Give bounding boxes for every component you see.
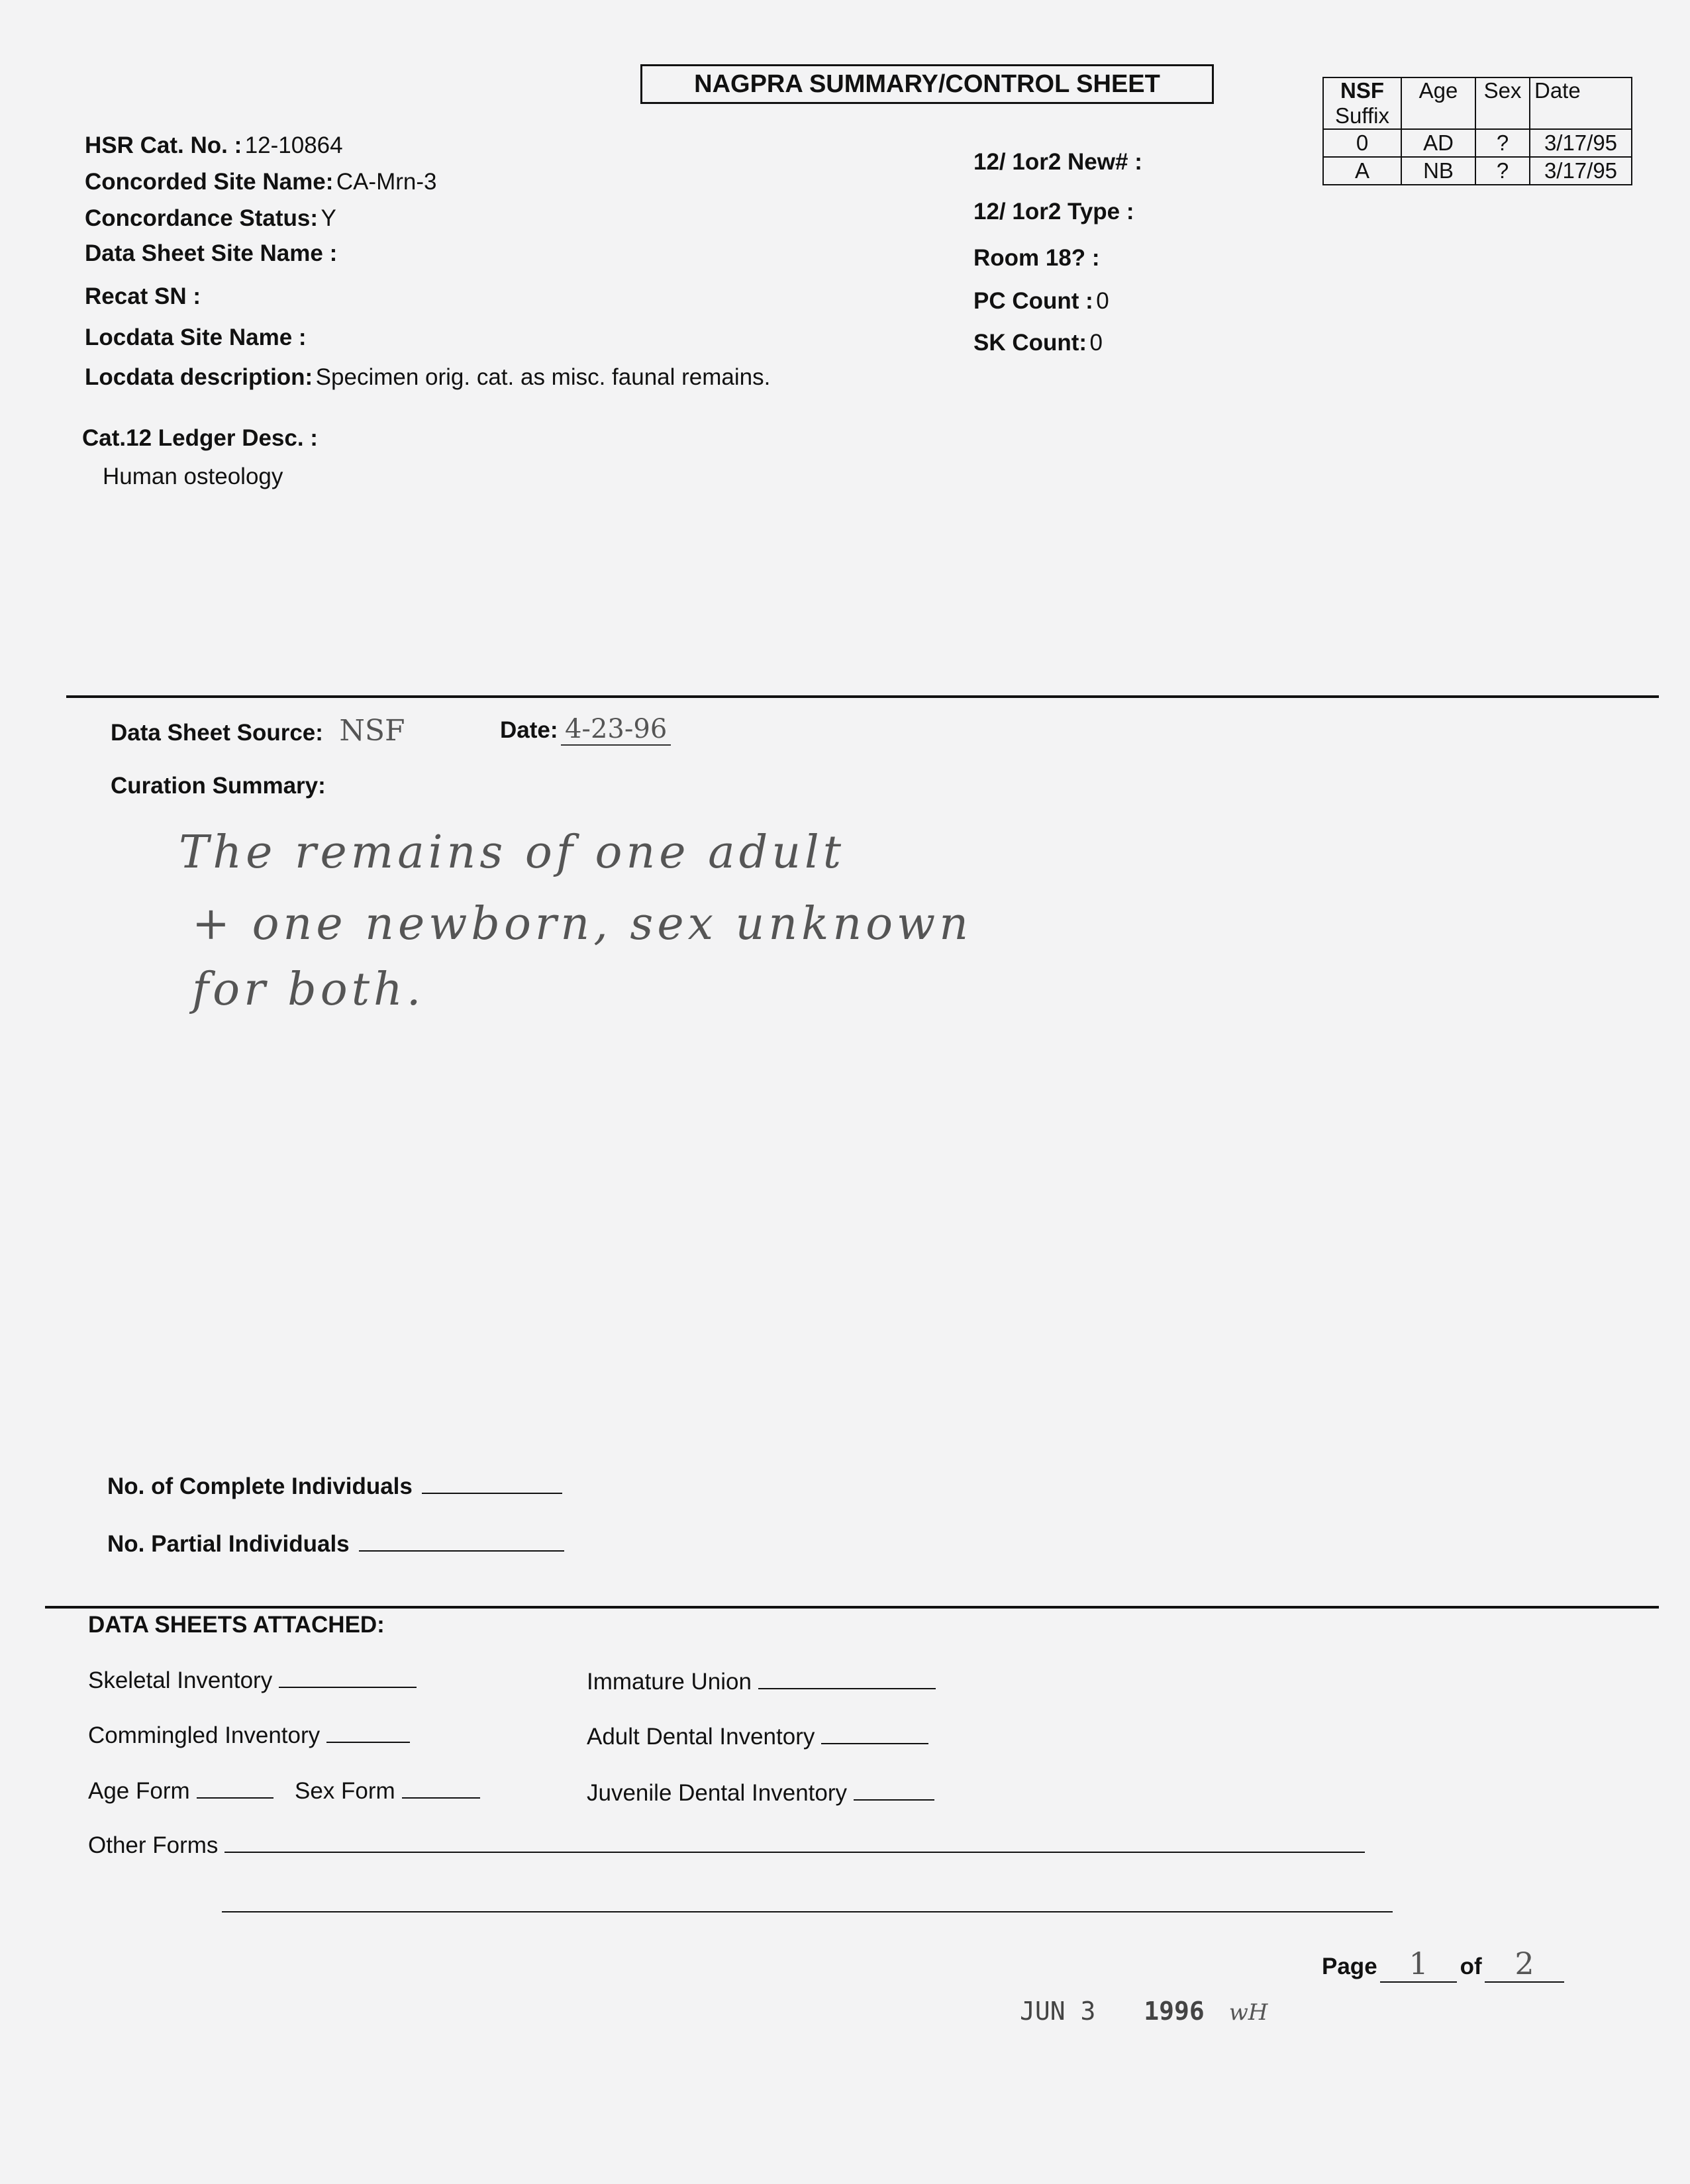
field-blank: [224, 1830, 1365, 1853]
table-header-sex: Sex: [1475, 77, 1530, 129]
juvenile-dental-inventory-field: [587, 1778, 934, 1807]
field-blank: [197, 1776, 273, 1799]
field-value: 0: [1096, 288, 1109, 314]
field-label: SK Count:: [973, 330, 1087, 356]
field-label: No. of Complete Individuals: [107, 1473, 413, 1499]
concordance-status-field: [85, 205, 336, 232]
field-label: Recat SN :: [85, 283, 201, 309]
field-value: CA-Mrn-3: [336, 169, 437, 195]
field-value: 0: [1089, 330, 1103, 356]
field-blank: [279, 1665, 417, 1688]
stamp-year: 1996: [1144, 1997, 1205, 2026]
table-header-nsf-suffix: [1323, 77, 1401, 129]
field-blank: [854, 1778, 934, 1801]
other-forms-second-line: [222, 1911, 1393, 1912]
field-value: Specimen orig. cat. as misc. faunal remains.: [315, 364, 771, 390]
nsf-table: [1322, 77, 1632, 185]
data-sheet-source-field: [111, 714, 405, 748]
sk-count-field: [973, 330, 1103, 356]
table-cell: AD: [1401, 129, 1475, 157]
field-label: Concordance Status:: [85, 205, 318, 231]
header-nsf: NSF: [1340, 78, 1384, 103]
field-label: Locdata Site Name :: [85, 324, 307, 350]
field-label: Sex Form: [295, 1778, 395, 1804]
table-cell: 3/17/95: [1530, 129, 1632, 157]
page-total: 2: [1485, 1946, 1564, 1983]
table-cell: 3/17/95: [1530, 157, 1632, 185]
field-label: Age Form: [88, 1778, 190, 1804]
curation-summary-label: Curation Summary:: [111, 773, 326, 799]
sex-form-field: [295, 1776, 480, 1805]
immature-union-field: [587, 1667, 936, 1695]
field-label: Commingled Inventory: [88, 1722, 321, 1748]
table-header-date: Date: [1530, 77, 1632, 129]
field-label: Date:: [500, 717, 558, 743]
field-label: 12/ 1or2 New# :: [973, 149, 1142, 175]
field-blank: [821, 1722, 928, 1744]
table-cell: ?: [1475, 129, 1530, 157]
page-number: [1322, 1946, 1564, 1983]
received-date-stamp: [1020, 1997, 1268, 2026]
header-suffix: Suffix: [1335, 103, 1389, 128]
field-blank: [758, 1667, 936, 1689]
partial-individuals-blank: [359, 1529, 564, 1552]
new-number-field: [973, 149, 1142, 175]
page-current: 1: [1380, 1946, 1457, 1983]
field-label: No. Partial Individuals: [107, 1531, 350, 1557]
field-label: Skeletal Inventory: [88, 1667, 273, 1693]
recat-sn-field: [85, 283, 201, 310]
date-field: [500, 714, 671, 744]
stamp-initials: wH: [1228, 1999, 1268, 2026]
concorded-site-name-field: [85, 169, 437, 195]
data-sheet-site-name-field: [85, 240, 337, 267]
pc-count-field: [973, 288, 1109, 315]
field-value: Y: [321, 205, 336, 231]
field-label: Locdata description:: [85, 364, 313, 390]
curation-line: for both.: [192, 964, 425, 1016]
stamp-date: JUN 3: [1020, 1997, 1096, 2026]
table-header-row: [1323, 77, 1632, 129]
locdata-description-field: [85, 364, 770, 391]
section-divider: [66, 695, 1659, 698]
field-label: Adult Dental Inventory: [587, 1724, 815, 1750]
data-sheets-attached-heading: DATA SHEETS ATTACHED:: [88, 1612, 385, 1638]
field-blank: [326, 1720, 410, 1743]
ledger-value: Human osteology: [103, 464, 283, 489]
field-label: Data Sheet Source:: [111, 720, 323, 746]
field-label: PC Count :: [973, 288, 1093, 314]
field-label: Other Forms: [88, 1832, 219, 1858]
other-forms-field: [88, 1830, 1365, 1859]
table-row: [1323, 157, 1632, 185]
commingled-inventory-field: [88, 1720, 410, 1749]
field-value: 12-10864: [244, 132, 343, 158]
locdata-site-name-field: [85, 324, 307, 351]
skeletal-inventory-field: [88, 1665, 417, 1694]
table-cell: 0: [1323, 129, 1401, 157]
field-label: Data Sheet Site Name :: [85, 240, 338, 266]
ledger-label: Cat.12 Ledger Desc. :: [82, 425, 318, 451]
table-header-age: Age: [1401, 77, 1475, 129]
adult-dental-inventory-field: [587, 1722, 928, 1750]
field-label: 12/ 1or2 Type :: [973, 199, 1134, 224]
field-label: Concorded Site Name:: [85, 169, 334, 195]
complete-individuals-blank: [422, 1471, 562, 1494]
table-row: [1323, 129, 1632, 157]
table-cell: ?: [1475, 157, 1530, 185]
handwritten-date: 4-23-96: [561, 714, 671, 746]
section-divider: [45, 1606, 1659, 1609]
field-label: Room 18? :: [973, 245, 1100, 271]
hsr-cat-no-field: [85, 132, 343, 159]
table-cell: NB: [1401, 157, 1475, 185]
field-label: Immature Union: [587, 1669, 752, 1695]
table-cell: A: [1323, 157, 1401, 185]
complete-individuals-field: [107, 1471, 562, 1500]
page-label: Page: [1322, 1954, 1377, 1979]
curation-line: The remains of one adult: [179, 826, 846, 879]
partial-individuals-field: [107, 1529, 564, 1558]
room-18-field: [973, 245, 1100, 272]
handwritten-source: NSF: [339, 714, 405, 748]
page-title: NAGPRA SUMMARY/CONTROL SHEET: [640, 64, 1214, 104]
page-of-label: of: [1460, 1954, 1482, 1979]
age-form-field: [88, 1776, 273, 1805]
field-label: HSR Cat. No. :: [85, 132, 242, 158]
curation-line: + one newborn, sex unknown: [192, 898, 973, 950]
field-blank: [402, 1776, 480, 1799]
type-field: [973, 199, 1134, 225]
field-label: Juvenile Dental Inventory: [587, 1780, 847, 1806]
